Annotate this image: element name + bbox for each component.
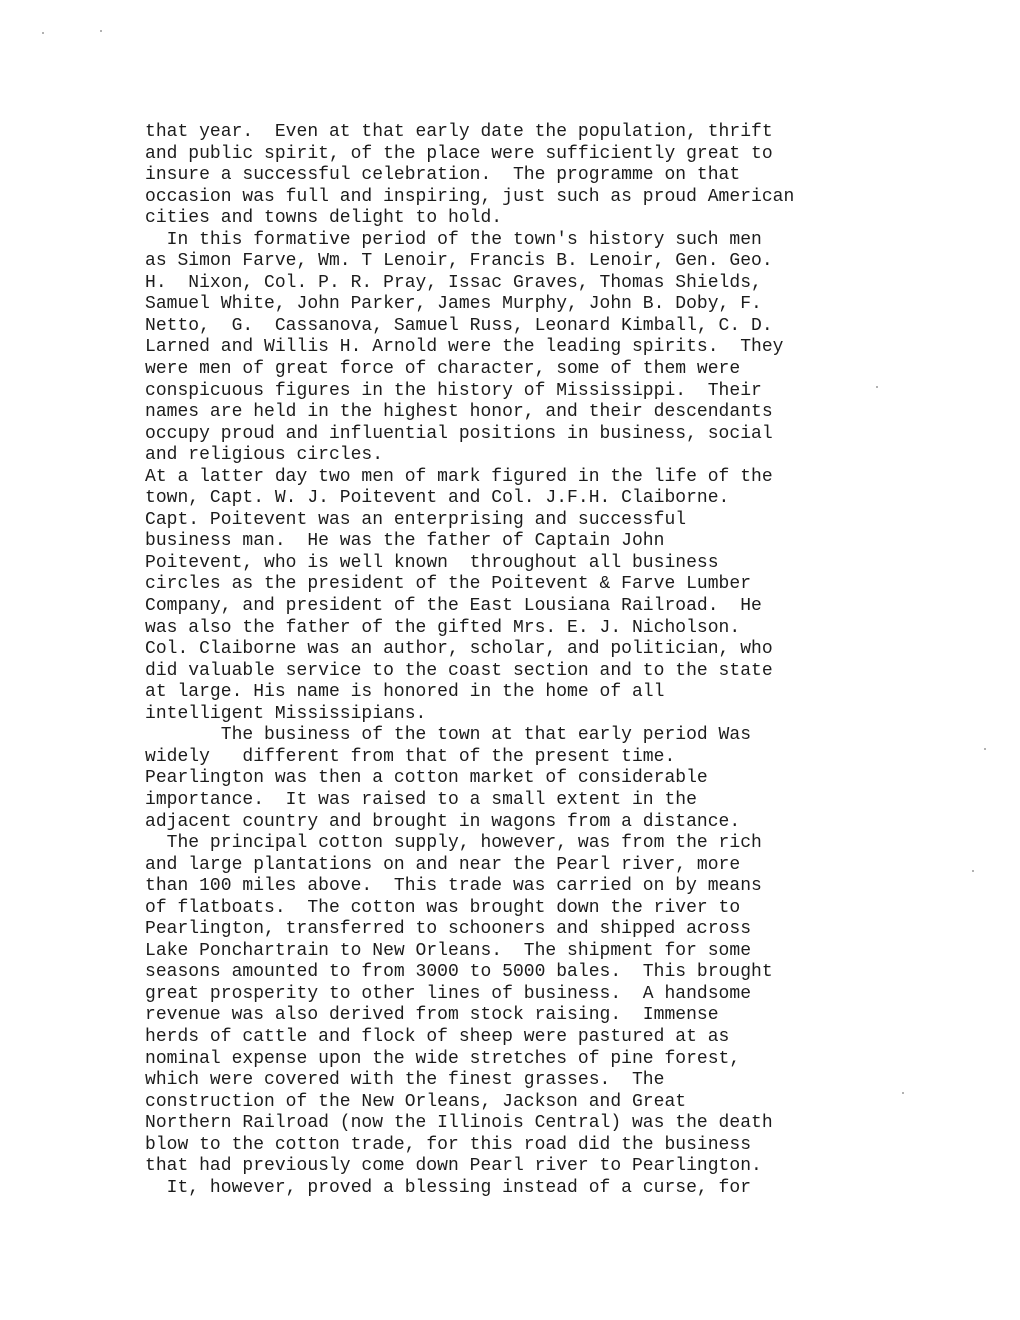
text-line: Lake Ponchartrain to New Orleans. The shipment for some xyxy=(145,940,752,961)
text-line: nominal expense upon the wide stretches of pine forest, xyxy=(145,1048,741,1069)
text-line: of flatboats. The cotton was brought down the river to xyxy=(145,897,741,918)
text-line: which were covered with the finest grasses. The xyxy=(145,1070,665,1091)
text-line: cities and towns delight to hold. xyxy=(145,208,503,229)
scan-speck xyxy=(42,32,44,34)
text-line: H. Nixon, Col. P. R. Pray, Issac Graves, Thomas Shields, xyxy=(145,272,762,293)
text-line: that had previously come down Pearl river to Pearlington. xyxy=(145,1156,762,1177)
text-line: In this formative period of the town's history such men xyxy=(145,229,762,250)
text-line: town, Capt. W. J. Poitevent and Col. J.F.H. Claiborne. xyxy=(145,488,730,509)
text-line: at large. His name is honored in the home of all xyxy=(145,682,665,703)
text-line: insure a successful celebration. The programme on that xyxy=(145,165,741,186)
text-line: were men of great force of character, some of them were xyxy=(145,359,741,380)
scan-speck xyxy=(100,30,102,32)
text-line: construction of the New Orleans, Jackson and Great xyxy=(145,1091,687,1112)
text-line: was also the father of the gifted Mrs. E. J. Nicholson. xyxy=(145,617,741,638)
text-line: Pearlington was then a cotton market of considerable xyxy=(145,768,708,789)
text-line: intelligent Mississipians. xyxy=(145,703,427,724)
text-line: names are held in the highest honor, and their descendants xyxy=(145,402,773,423)
text-line: than 100 miles above. This trade was carried on by means xyxy=(145,876,762,897)
text-line: Capt. Poitevent was an enterprising and successful xyxy=(145,509,687,530)
text-line: great prosperity to other lines of business. A handsome xyxy=(145,983,752,1004)
text-line: business man. He was the father of Captain John xyxy=(145,531,665,552)
text-line: Netto, G. Cassanova, Samuel Russ, Leonard Kimball, C. D. xyxy=(145,315,773,336)
text-line: occasion was full and inspiring, just such as proud American xyxy=(145,186,795,207)
text-line: seasons amounted to from 3000 to 5000 bales. This brought xyxy=(145,962,773,983)
text-line: as Simon Farve, Wm. T Lenoir, Francis B. Lenoir, Gen. Geo. xyxy=(145,251,773,272)
text-line: Northern Railroad (now the Illinois Central) was the death xyxy=(145,1113,773,1134)
text-line: and large plantations on and near the Pearl river, more xyxy=(145,854,741,875)
text-line: It, however, proved a blessing instead of a curse, for xyxy=(145,1177,752,1198)
text-line: The business of the town at that early period Was xyxy=(145,725,752,746)
text-line: did valuable service to the coast section and to the state xyxy=(145,660,773,681)
text-line: At a latter day two men of mark figured in the life of the xyxy=(145,466,773,487)
text-line: widely different from that of the present time. xyxy=(145,746,676,767)
text-line: Poitevent, who is well known throughout all business xyxy=(145,552,719,573)
text-line: herds of cattle and flock of sheep were pastured at as xyxy=(145,1026,730,1047)
text-line: occupy proud and influential positions in business, social xyxy=(145,423,773,444)
text-line: Pearlington, transferred to schooners and shipped across xyxy=(145,919,752,940)
text-line: Col. Claiborne was an author, scholar, and politician, who xyxy=(145,639,773,660)
text-line: adjacent country and brought in wagons from a distance. xyxy=(145,811,741,832)
text-line: conspicuous figures in the history of Mississippi. Their xyxy=(145,380,762,401)
text-line: revenue was also derived from stock raising. Immense xyxy=(145,1005,719,1026)
body-text xyxy=(145,122,1005,1199)
text-line: and religious circles. xyxy=(145,445,384,466)
text-line: Samuel White, John Parker, James Murphy, John B. Doby, F. xyxy=(145,294,762,315)
text-line: Company, and president of the East Lousiana Railroad. He xyxy=(145,596,762,617)
text-line: Larned and Willis H. Arnold were the leading spirits. They xyxy=(145,337,784,358)
text-line: importance. It was raised to a small extent in the xyxy=(145,789,697,810)
text-line: circles as the president of the Poitevent & Farve Lumber xyxy=(145,574,752,595)
text-line: blow to the cotton trade, for this road did the business xyxy=(145,1134,752,1155)
text-line: that year. Even at that early date the population, thrift xyxy=(145,122,773,142)
text-line: The principal cotton supply, however, was from the rich xyxy=(145,833,762,854)
text-line: and public spirit, of the place were sufficiently great to xyxy=(145,143,773,164)
